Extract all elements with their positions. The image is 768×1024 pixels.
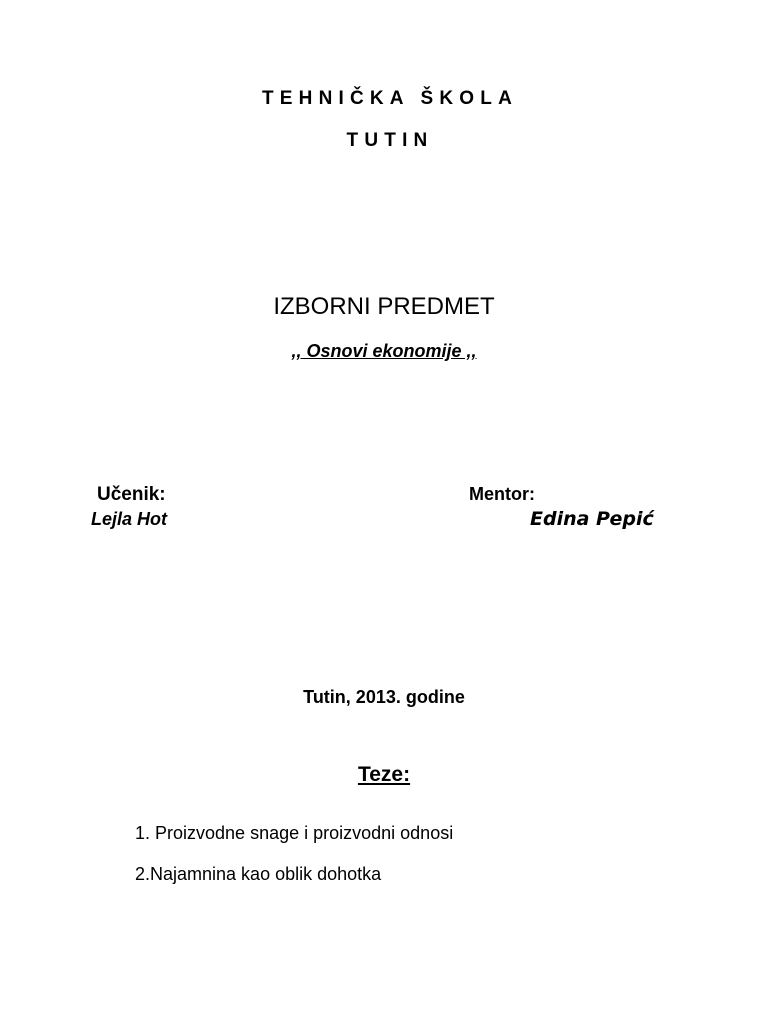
subject-heading: IZBORNI PREDMET [273,293,495,320]
place-date: Tutin, 2013. godine [303,687,465,707]
student-name: Lejla Hot [91,509,168,529]
student-label: Učenik: [97,484,166,505]
mentor-name: Edina Pepić [530,508,654,530]
theses-heading: Teze: [357,763,411,786]
school-name: TEHNIČKA ŠKOLA [261,88,519,109]
thesis-item: 2.Najamnina kao oblik dohotka [135,864,382,884]
thesis-item: 1. Proizvodne snage i proizvodni odnosi [135,823,454,843]
school-city: TUTIN [346,130,434,151]
subject-name: ,, Osnovi ekonomije ,, [291,341,477,361]
mentor-label: Mentor: [469,484,535,504]
